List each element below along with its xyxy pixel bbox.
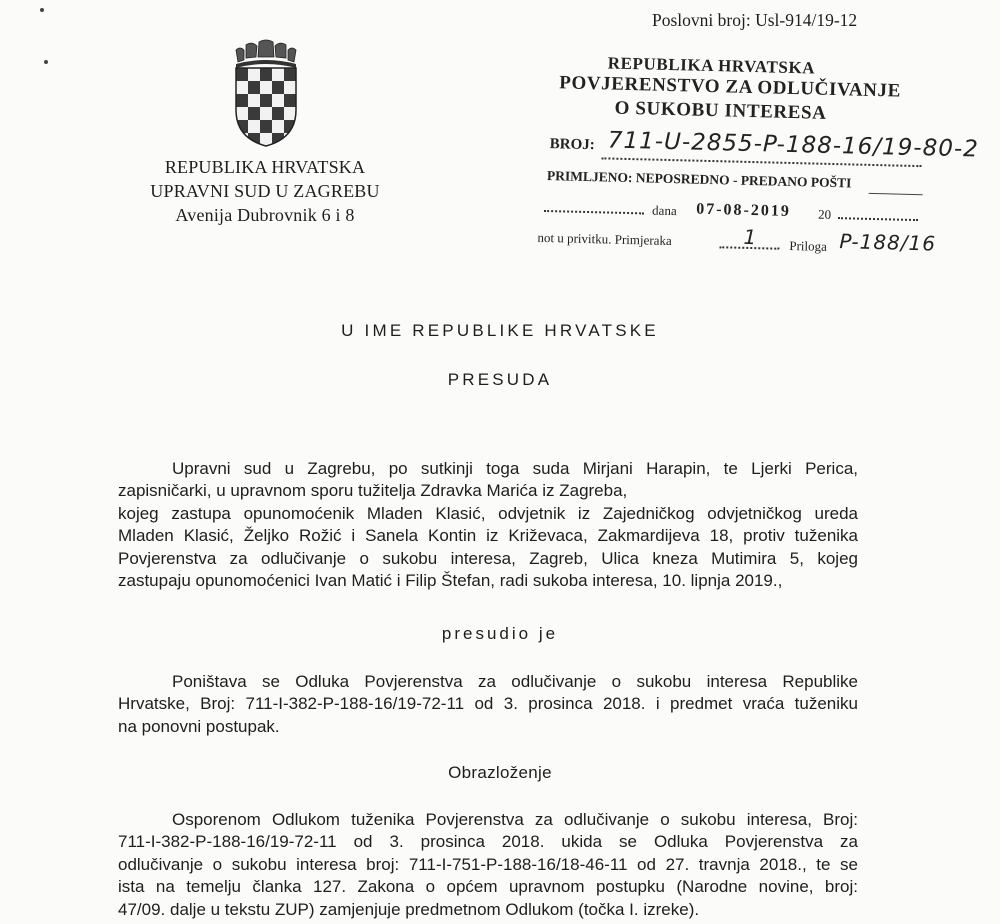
text-line: 47/09. dalje u tekstu ZUP) zamjenjuje predmetnom Odlukom (točka I. izreke).	[118, 899, 700, 919]
reasoning-heading: Obrazloženje	[448, 763, 552, 782]
text-line: zastupaju opunomoćenici Ivan Matić i Filip Štefan, radi sukoba interesa, 10. lipnja 2019.,	[118, 571, 783, 591]
text-line: Upravni sud u Zagrebu, po sutkinji toga suda Mirjani Harapin, te Ljerki Perica,	[172, 459, 858, 478]
stamp-prilog-label: Priloga	[789, 237, 828, 254]
stamp-date-suffix: 20	[817, 206, 832, 222]
scan-speck	[44, 60, 48, 64]
stamp-copies-value: 1	[743, 224, 758, 250]
text-line: kojeg zastupa opunomoćenik Mladen Klasić, odvjetnik iz Zajedničkog odvjetničkog ureda	[118, 503, 858, 523]
court-address: Avenija Dubrovnik 6 i 8	[175, 205, 355, 225]
text-line: odlučivanje o sukobu interesa broj: 711-I-751-P-188-16/18-46-11 od 27. travnja 2018., te se	[118, 854, 858, 874]
verdict-heading: presudio je	[441, 624, 559, 643]
coat-of-arms-icon	[232, 38, 300, 148]
text-line: zapisničarki, u upravnom sporu tužitelja Zdravka Marića iz Zagreba,	[118, 481, 628, 501]
verdict-paragraph	[118, 671, 858, 738]
stamp-dotted-line	[544, 210, 644, 214]
text-line: Hrvatske, Broj: 711-I-382-P-188-16/19-72-11 od 3. prosinca 2018. i predmet vraća tuženiku	[118, 694, 858, 714]
intro-paragraph	[118, 458, 858, 592]
text-line: Povjerenstva za odlučivanje o sukobu interesa, Zagreb, Ulica kneza Mutimira 5, kojeg	[118, 548, 858, 568]
stamp-dotted-line	[838, 217, 918, 221]
text-line: Poništava se Odluka Povjerenstva za odlučivanje o sukobu interesa Republike	[172, 672, 858, 691]
text-line: 711-I-382-P-188-16/19-72-11 od 3. prosinca 2018. ukida se Odluka Povjerenstva za	[118, 832, 858, 852]
text-line: Mladen Klasić, Željko Rožić i Sanela Kontin iz Križevaca, Zakmardijeva 18, protiv tuženika	[118, 526, 858, 546]
document-title: PRESUDA	[447, 370, 553, 389]
stamp-commission: POVJERENSTVO ZA ODLUČIVANJE	[558, 72, 902, 102]
stamp-prilog-value: P-188/16	[839, 229, 937, 256]
reasoning-paragraph	[118, 809, 858, 921]
case-number: Poslovni broj: Usl-914/19-12	[652, 10, 858, 30]
stamp-received-label: PRIMLJENO: NEPOSREDNO - PREDANO POŠTI	[546, 168, 852, 191]
stamp-commission-sub: O SUKOBU INTERESA	[614, 97, 827, 124]
text-line: Osporenom Odlukom tuženika Povjerenstva za odlučivanje o sukobu interesa, Broj:	[172, 810, 858, 829]
stamp-date-value: 07-08-2019	[695, 200, 792, 220]
stamp-dana-label: dana	[651, 202, 677, 219]
court-name: UPRAVNI SUD U ZAGREBU	[150, 181, 380, 201]
receipt-stamp	[537, 52, 980, 274]
court-country: REPUBLIKA HRVATSKA	[164, 157, 366, 177]
stamp-copies-text: not u privitku. Primjeraka	[537, 229, 672, 249]
scan-speck	[40, 8, 44, 12]
stamp-broj-value: 711-U-2855-P-188-16/19-80-2	[607, 127, 980, 163]
stamp-country: REPUBLIKA HRVATSKA	[607, 53, 816, 78]
document-heading: U IME REPUBLIKE HRVATSKE	[341, 321, 659, 340]
stamp-broj-label: BROJ:	[549, 136, 595, 154]
text-line: ista na temelju članka 127. Zakona o općem upravnom postupku (Narodne novine, broj:	[118, 877, 858, 897]
text-line: na ponovni postupak.	[118, 716, 280, 736]
